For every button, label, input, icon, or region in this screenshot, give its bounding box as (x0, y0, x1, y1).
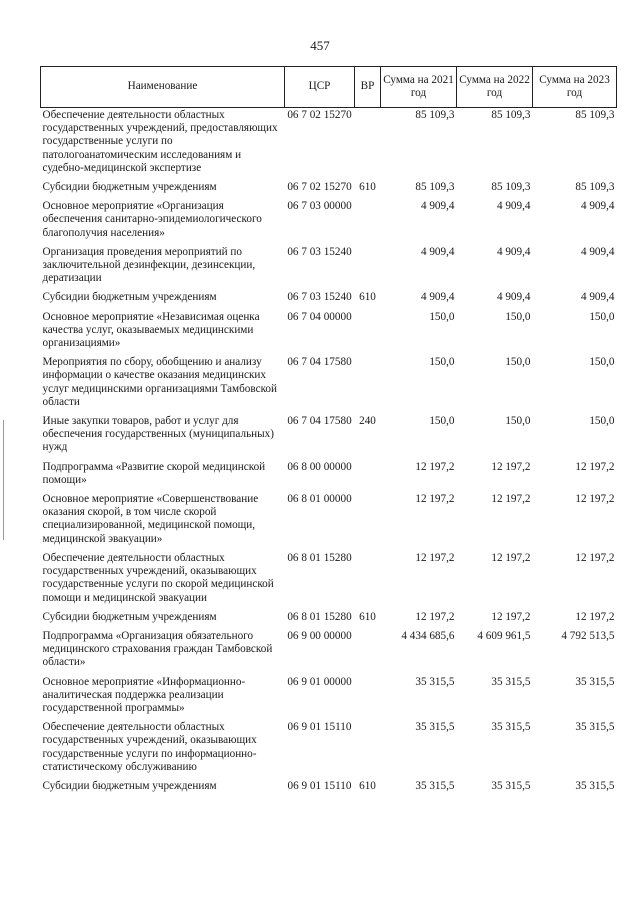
table-row (41, 199, 617, 245)
row-csr-cell: 06 9 01 15110 (287, 779, 352, 792)
row-csr-cell: 06 8 00 00000 (287, 460, 352, 473)
row-vr-cell: 610 (359, 779, 376, 792)
row-name-cell: Подпрограмма «Развитие скорой медицинской помощи» (42, 460, 266, 486)
row-name-cell: Подпрограмма «Организация обязательного медицинского страхования граждан Тамбовской области» (42, 629, 273, 669)
row-csr-cell: 06 7 02 15270 (287, 109, 352, 121)
row-sum-2023-cell: 85 109,3 (575, 181, 615, 194)
row-csr-cell: 06 9 00 00000 (287, 629, 352, 642)
row-sum-2021-cell: 4 909,4 (420, 245, 455, 258)
scan-margin-mark (3, 420, 4, 540)
row-sum-2021-cell: 12 197,2 (415, 551, 455, 564)
row-sum-2023-cell: 4 792 513,5 (561, 629, 615, 642)
table-row (41, 675, 617, 721)
header-sum-2023: Сумма на 2023 год (533, 67, 617, 108)
row-sum-2023-cell: 4 909,4 (580, 291, 615, 304)
row-sum-2021-cell: 150,0 (429, 310, 455, 323)
header-vr: ВР (355, 67, 381, 108)
row-sum-2022-cell: 35 315,5 (491, 721, 531, 734)
row-name-cell: Субсидии бюджетным учреждениям (42, 610, 217, 623)
row-sum-2021-cell: 4 909,4 (420, 291, 455, 304)
row-sum-2022-cell: 150,0 (505, 310, 531, 323)
row-sum-2022-cell: 4 909,4 (496, 245, 531, 258)
table-row (41, 779, 617, 798)
row-sum-2023-cell: 12 197,2 (575, 460, 615, 473)
table-row (41, 460, 617, 492)
row-vr-cell: 610 (359, 181, 376, 194)
row-sum-2023-cell: 12 197,2 (575, 610, 615, 623)
table-row (41, 310, 617, 356)
header-csr: ЦСР (285, 67, 355, 108)
row-vr-cell (355, 551, 381, 610)
row-csr-cell: 06 9 01 00000 (287, 675, 352, 688)
row-sum-2022-cell: 150,0 (505, 415, 531, 428)
row-sum-2021-cell: 12 197,2 (415, 493, 455, 506)
table-row (41, 610, 617, 629)
row-csr-cell: 06 7 04 17580 (287, 415, 352, 428)
row-name-cell: Основное мероприятие «Независимая оценка качества услуг, оказываемых медицинскими организациями» (42, 310, 260, 350)
row-sum-2023-cell: 150,0 (589, 356, 615, 369)
row-sum-2023-cell: 4 909,4 (580, 245, 615, 258)
row-sum-2022-cell: 150,0 (505, 356, 531, 369)
table-row (41, 414, 617, 460)
row-csr-cell: 06 7 02 15270 (287, 181, 352, 194)
row-name-cell: Основное мероприятие «Информационно-аналитическая поддержка реализации государственной программы» (42, 675, 246, 714)
row-csr-cell: 06 7 04 17580 (287, 356, 352, 369)
table-row (41, 245, 617, 291)
row-vr-cell (355, 720, 381, 779)
row-name-cell: Субсидии бюджетным учреждениям (42, 779, 217, 792)
row-csr-cell: 06 8 01 15280 (287, 551, 352, 564)
table-row (41, 290, 617, 309)
header-sum-2022: Сумма на 2022 год (457, 67, 533, 108)
row-csr-cell: 06 7 04 00000 (287, 310, 352, 323)
table-row (41, 629, 617, 675)
table-row (41, 492, 617, 551)
row-sum-2023-cell: 12 197,2 (575, 493, 615, 506)
row-sum-2023-cell: 150,0 (589, 310, 615, 323)
table-row (41, 108, 617, 181)
row-sum-2022-cell: 12 197,2 (491, 493, 531, 506)
row-sum-2023-cell: 35 315,5 (575, 721, 615, 734)
row-name-cell: Иные закупки товаров, работ и услуг для обеспечения государственных (муниципальных) нужд (42, 415, 274, 454)
row-csr-cell: 06 7 03 00000 (287, 200, 352, 213)
row-csr-cell: 06 7 03 15240 (287, 291, 352, 304)
row-sum-2021-cell: 4 909,4 (420, 200, 455, 213)
row-sum-2022-cell: 4 909,4 (496, 200, 531, 213)
row-csr-cell: 06 8 01 15280 (287, 610, 352, 623)
row-vr-cell (355, 492, 381, 551)
row-vr-cell (355, 108, 381, 181)
row-sum-2022-cell: 35 315,5 (491, 675, 531, 688)
row-sum-2021-cell: 12 197,2 (415, 460, 455, 473)
table-body (41, 108, 617, 799)
row-csr-cell: 06 7 03 15240 (287, 245, 352, 258)
table-row (41, 180, 617, 199)
row-sum-2022-cell: 4 609 961,5 (477, 629, 531, 642)
table-header-row (41, 67, 617, 108)
row-name-cell: Организация проведения мероприятий по заключительной дезинфекции, дезинсекции, дератизации (42, 245, 256, 285)
row-sum-2021-cell: 150,0 (429, 415, 455, 428)
row-vr-cell (355, 460, 381, 492)
row-name-cell: Обеспечение деятельности областных государственных учреждений, оказывающих государственные услуги по скорой медицинской помощи и медицинской эвакуации (42, 551, 274, 604)
row-name-cell: Субсидии бюджетным учреждениям (42, 291, 217, 304)
row-sum-2021-cell: 35 315,5 (415, 675, 455, 688)
row-vr-cell (355, 355, 381, 414)
table-row (41, 551, 617, 610)
row-sum-2022-cell: 12 197,2 (491, 551, 531, 564)
row-sum-2022-cell: 85 109,3 (491, 181, 531, 194)
row-csr-cell: 06 8 01 00000 (287, 493, 352, 506)
header-sum-2021: Сумма на 2021 год (381, 67, 457, 108)
row-vr-cell: 610 (359, 610, 376, 623)
header-name: Наименование (41, 67, 285, 108)
row-name-cell: Обеспечение деятельности областных государственных учреждений, оказывающих государственные услуги по информационно-статистическому обслуживанию (42, 721, 257, 773)
row-sum-2022-cell: 12 197,2 (491, 610, 531, 623)
row-vr-cell (355, 310, 381, 356)
row-name-cell: Основное мероприятие «Совершенствование оказания скорой, в том числе скорой специализированной, медицинской помощи, медицинской эвакуации» (42, 493, 259, 545)
page-number: 457 (310, 38, 330, 53)
row-sum-2021-cell: 35 315,5 (415, 779, 455, 792)
row-vr-cell (355, 629, 381, 675)
row-sum-2021-cell: 150,0 (429, 356, 455, 369)
row-sum-2023-cell: 4 909,4 (580, 200, 615, 213)
row-sum-2023-cell: 150,0 (589, 415, 615, 428)
row-vr-cell (355, 245, 381, 291)
row-sum-2022-cell: 85 109,3 (491, 109, 531, 121)
row-name-cell: Мероприятия по сбору, обобщению и анализу информации о качестве оказания медицинских услуг медицинскими организациями Тамбовской области (42, 356, 278, 408)
row-name-cell: Обеспечение деятельности областных государственных учреждений, предоставляющих государственные услуги по патологоанатомическим исследованиям и судебно-медицинской экспертизе (42, 109, 278, 174)
row-vr-cell: 610 (359, 291, 376, 304)
table-row (41, 355, 617, 414)
row-sum-2021-cell: 85 109,3 (415, 181, 455, 194)
row-sum-2021-cell: 4 434 685,6 (401, 629, 455, 642)
budget-table (40, 66, 617, 798)
row-sum-2021-cell: 85 109,3 (415, 109, 455, 121)
row-vr-cell: 240 (359, 415, 376, 428)
row-sum-2022-cell: 35 315,5 (491, 779, 531, 792)
row-sum-2023-cell: 35 315,5 (575, 675, 615, 688)
table-row (41, 720, 617, 779)
row-sum-2022-cell: 4 909,4 (496, 291, 531, 304)
row-sum-2023-cell: 35 315,5 (575, 779, 615, 792)
row-sum-2023-cell: 85 109,3 (575, 109, 615, 121)
row-sum-2023-cell: 12 197,2 (575, 551, 615, 564)
row-sum-2022-cell: 12 197,2 (491, 460, 531, 473)
row-csr-cell: 06 9 01 15110 (287, 721, 352, 734)
row-sum-2021-cell: 35 315,5 (415, 721, 455, 734)
row-name-cell: Основное мероприятие «Организация обеспечения санитарно-эпидемиологического благополучия населения» (42, 200, 262, 239)
row-name-cell: Субсидии бюджетным учреждениям (42, 181, 217, 194)
row-vr-cell (355, 675, 381, 721)
row-sum-2021-cell: 12 197,2 (415, 610, 455, 623)
row-vr-cell (355, 199, 381, 245)
